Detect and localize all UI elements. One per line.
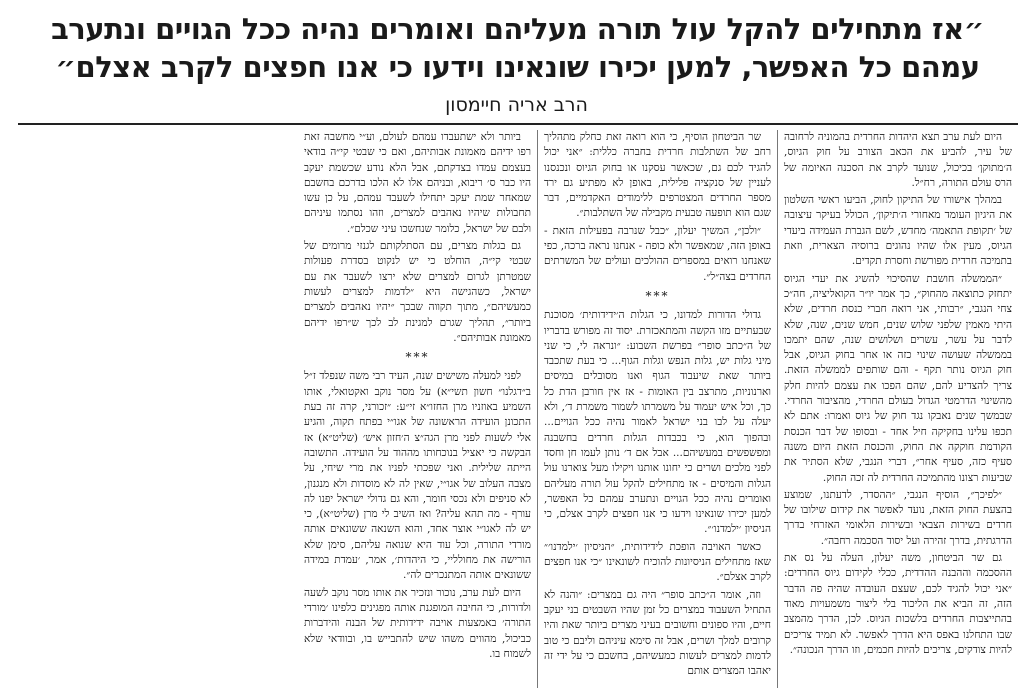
paragraph: היום לעת ערב, נוכור ונזכיר את אותו מסר נוקב לשעה ולדורות, כי החיבה המופגנת אותה מפגינים כלפינו ׳מורדי התורה׳ באמצעות אויבה ידידותית של הבנה והידברות כביכול, מהווים משהו שיש להתבייש בו, ובוודאי שלא לשמוח בו. (304, 586, 531, 660)
paragraph: היום לעת ערב תצא היהדות החרדית בהמוניה לרחובה של עיר, להביע את הכאב הצורב על חוק הגיוס, ה׳מתוקן׳ בכיכול, שנועד לקרב את הסכנה האיומה של הרס עולם התורה, רח״ל. (784, 131, 1012, 189)
paragraph: וזה, אומר ה״כתב סופר״ היה גם במצרים: ״והנה לא התחיל השעבוד במצרים כל זמן שהיו השבטים בני יעקב חיים, והיו ספונים וחשובים בעיני מצרים ביותר שאת והיו קרובים למלך ושרים, אבל זה סימא עיניהם וליבם כי טוב לדמות למצרים לעשות כמעשיהם, בחשבם כי על ידי זה יאהבו המצרים אותם (544, 588, 771, 678)
paragraph: שר הביטחון הוסיף, כי הוא רואה זאת כחלק מתהליך רחב של השתלבות חרדית בחברה כללית: ״אני יכול להגיד לכם גם, שכאשר עסקנו או בחוק הגיוס ונכנסנו לעניין של סנקציה פלילית, באופן לא מפתיע גם ירד מספר החרדים המצטרפים ללימודים האקדמיים, דבר שגם הוא תופעה טבעית מקבילה של השתלבות״. (544, 131, 771, 220)
header-divider (18, 123, 1018, 125)
paragraph: לפני למעלה משישים שנה, העיד רבי משה שנפלד ז״ל ב״דגלנו״ חשון תשי״א) על מסר נוקב ואקטואלי, אותו השמיע באוזניו מרן החזו״א זי״ע: ״זכורני, קרה זה בעת התכונן הועידה הראשונה של אגו״י בפתח תקוה, והגיע אלי לשעות לפני מרן הגה״צ ה׳חזון איש׳ (שליט״א) אז הבקשה כי יאציל בנוכחותו מההוד על הועידה. התשובה הייתה שלילית. ואני שפכתי לפניו את מרי שיחי, על מצבה העלוב של אגו״י, שאין לה לא מוסדות ולא מנגנון, לא סניפים ולא נכסי חומר, והא גם גדולי ישראל יפנו לה עורף - מה תהא עליה? ואז השיב לי מרן (שליט״א), כי יש לה לאגו״י אוצר אחד, והוא השנאה ששונאים אותה מורדי התורה, וכל עוד היא שנואה עליהם, סימן שלא הורישה את מחולליי, כי היהדות׳, אמר, ׳עמדת במידה ששונאים אותה המתנכרים לה״. (304, 370, 531, 582)
paragraph: גם בגלות מצרים, עם הסתלקותם לגנזי מרומים של שבטי קי״ה, הוחלט כי יש לנקוט בסדרת פעולות שמטרתן לגרום למצרים שלא ירצו לשעבד את עם ישראל, כשהגישה היא ״לדמות למצרים לעשות כמעשיהם״, מתוך תקווה שבכך ״יהיו נאהבים למצרים ביותר״, תהליך שגרם למגינת לב לכך ש״רפו ידיהם מאמונת אבותיהם״. (304, 240, 531, 344)
paragraph: ״הממשלה חושבת שהסיכוי להשיג את יעדי הגיוס יתחזק כתוצאה מהחוק״, כך אמר יו״ר הקואליציה, חה״כ צחי הנגבי, ״רבותי, אני רואה חברי כנסת חרדים, שלא היתי מאמין שלפני שלוש שנים, חמש שנים, שנה, שלא לדבר על עשר, עשרים ושלושים שנה, שהם יתמכו בממשלה שעושה שינוי כזה או אחר בחוק הגיוס, אבל חוק הגיוס נותר תקף - והם שותפים לממשלה הזאת. צריך להצדיע להם, שהם הפכו את עצמם להיות חלק מהשינוי הדרמטי הגדול בעולם החרדי, מהציבור החרדי. שבמשך שנים נאבקו נגד חוק של גיוס ואמרו: אתם לא תכפו עלינו בחקיקה חיל אחד - ובסופו של דבר הכנסת הקודמת חוקקה את החוק, והכנסת הזאת היום משנה סעיף כזה, סעיף אחר״, דברי הנגבי, שלא הסתיר את שביעות רצונו מהתמיכה החרדית לה זכה החוק. (784, 272, 1012, 484)
column-2 (538, 130, 778, 688)
column-1 (778, 130, 1018, 688)
section-separator: *** (645, 288, 670, 303)
column-3 (298, 130, 538, 688)
article-headline (50, 10, 985, 86)
paragraph: ביותר ולא ישתעבדו עמהם לעולם, וע״י מחשבה זאת רפו ידיהם מאמונת אבותיהם, ואם כי שבטי קי״ה בודאי בעצמם עמדו בצדקתם, אבל הלא נודע שכשמת יעקב היו כבר ס׳ ריבוא, ובניהם אלו לא הלכו בדרכם בחשבם שמאחר שמת יעקב יתחילו לשעבד עמהם, על כן עשו תחבולות שיהיו נאהבים למצרים, וזהו נסתמו עיניהם ולבם של ישראל, כלומר שנחשכו עיני שכלם״. (304, 131, 531, 235)
headline-line-2: עמהם כל האפשר, למען יכירו שונאינו וידעו כי אנו חפצים לקרב אצלם״ (55, 50, 980, 84)
paragraph: ״לפיכך״, הוסיף הנגבי, ״ההסדר, לדעתנו, שמוצע בהצעת החוק הזאת, נועד לאפשר את קידום שילובו של חרדים בשירות הצבאי ובשירות הלאומי האזרחי בדרך הדרגתית, בדרך זהירה ועל יסוד הסכמה רחבה״. (784, 488, 1012, 547)
paragraph: ״ולכן״, המשיך יעלון, ״כבל שנרבה בפעילות הזאת - באופן הזה, שמאפשר ולא כופה - אנחנו נראה ברכה, כפי שאנחנו רואים במספרים ההולכים ועולים של המשרתים החרדים בצה״ל״. (544, 224, 771, 283)
paragraph: במהלך אישורו של התיקון לחוק, הביעו ראשי השלטון את היגיון העומד מאחורי ה׳תיקון׳, הכולל בעיקר עיצובה של ׳תקופת התאמה׳ מחדש, לשם הגברת העמידה ביעדי הגיוס, מעין אלו שהיו נהוגים ברוסיה הצארית, וזאת בתמיכה חרדית מפורשת וחסרת תקדים. (784, 194, 1012, 268)
section-separator: *** (405, 350, 430, 365)
headline-line-1: ״אז מתחילים להקל עול תורה מעליהם ואומרים נהיה ככל הגויים ונתערב (51, 12, 984, 46)
paragraph: כאשר האויבה הופכת לידידותית, ״הניסיון ׳ילמדנו׳״ שאז מתחילים הניסיונות להוכיח לשונאינו ״כי אנו חפצים לקרב אצלם״. (544, 540, 771, 584)
article-columns (18, 130, 1018, 688)
author-byline: הרב אריה חיימסון (445, 94, 588, 116)
paragraph: גם שר הביטחון, משה יעלון, העלה על נס את ההסכמה וההבנה ההדדית, ככלי לקידום גיוס החרדים: ״אני יכול להגיד לכם, שעצם העובדה שהיה פה הדבר הזה, זה הביא את הליכוד בלי ליצור משמעויות מאוד בהתייצבות החרדים בלשכות הגיוס. לכן, הדרך מהמצב שבו התחלנו באפס היא הדרך לאפשר. לא תמיד צריכים להיות צודקים, צריכים להיות חכמים, וזו הדרך הנכונה״. (784, 552, 1012, 656)
paragraph: גדולי הדורות למדונו, כי הגלות ה׳ידידותית׳ מסוכנת שבעתיים מזו הקשה והמתאכזרת. יסוד זה מפורש בדבריו של ה״כתב סופר״ בפרשת השבוע: ״ונראה לי, כי שני מיני גלות יש, גלות הנפש וגלות הגוף... כי בעת שתכבד ביותר שאת שיעבוד הגוף ואנו מסובלים במיסים וארנוניות, מתרצב בין האומות - אז אין חורבן הדת כל כך, וכל איש יעמוד על משמרתו לשמור משמרת ד׳, ולא יעלה על לבו בני ישראל לאמור נהיה ככל הגויים... ובהפוך הוא, כי בכבדות הגלות חרדים בחשבנה ומפשפשים במעשיהם... אבל אם ד׳ נותן לעמו חן וחסד לפני מלכים ושרים כי יחונו אותנו ויקילו מעל צוארנו עול הגלות והמיסים - אז מתחילים להקל עול תורה מעליהם ואומרים נהיה ככל הגויים ונתערב עמהם כל האפשר, למען יכירו שונאינו וידעו כי אנו חפצים לקרב אצלם, כי הניסיון ׳ילמדנו׳״. (544, 309, 771, 536)
